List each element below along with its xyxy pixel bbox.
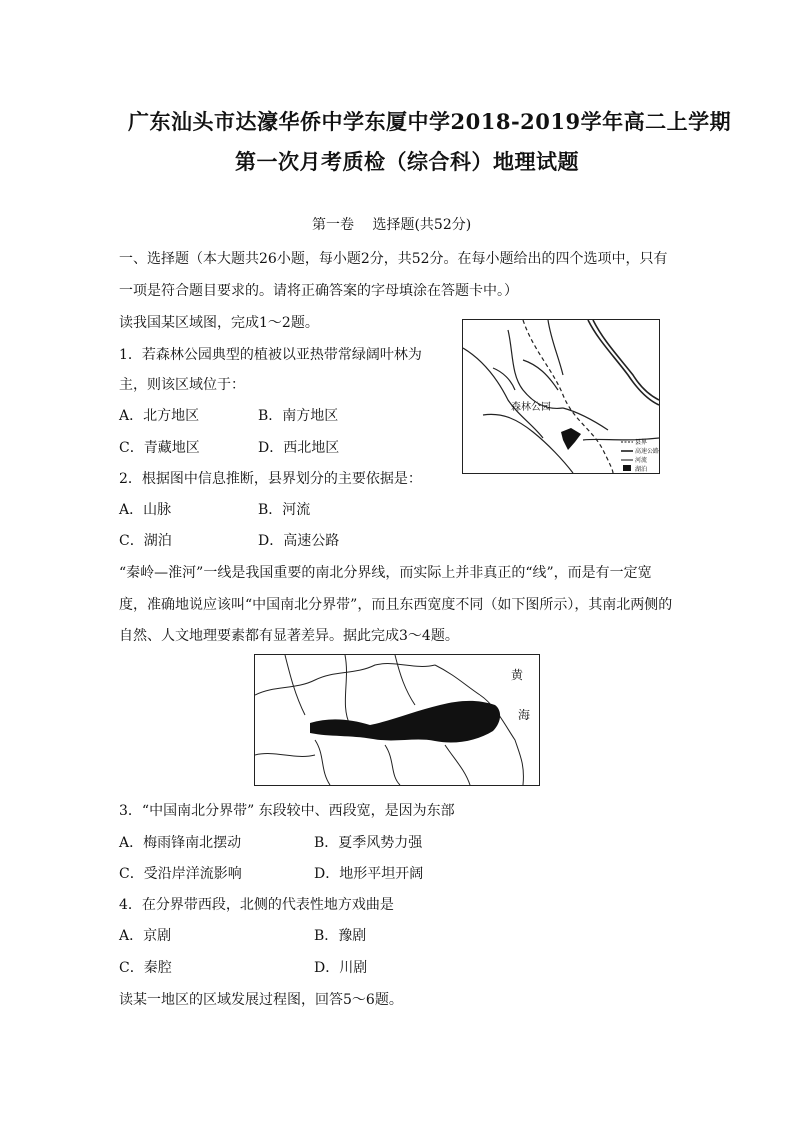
yellow-sea-label-2: 海: [518, 708, 531, 722]
q1-option-c: C．青藏地区: [119, 440, 200, 456]
river-line: [463, 348, 543, 438]
intro-q5-6: 读某一地区的区域发展过程图，回答5～6题。: [119, 992, 403, 1008]
boundary-zone-map: [254, 654, 540, 786]
instructions-line1: 一、选择题（本大题共26小题，每小题2分，共52分。在每小题给出的四个选项中，只有: [119, 251, 668, 267]
q4-option-d: D．川剧: [314, 960, 368, 976]
region-map: [462, 319, 660, 474]
q3-stem: 3．“中国南北分界带” 东段较中、西段宽，是因为东部: [119, 803, 455, 819]
river-line: [493, 368, 515, 390]
passage-line2: 度，准确地说应该叫“中国南北分界带”，而且东西宽度不同（如下图所示），其南北两侧的: [119, 597, 673, 613]
river-line: [563, 408, 608, 430]
lake-shape: [561, 428, 581, 450]
legend-river: 河流: [635, 457, 648, 464]
highway-line: [593, 320, 659, 400]
river-line: [508, 330, 563, 408]
doc-title-line1: 广东汕头市达濠华侨中学东厦中学2018-2019学年高二上学期: [128, 109, 732, 134]
province-border: [445, 745, 470, 785]
river-line: [523, 360, 558, 390]
north-south-boundary-zone: [310, 701, 500, 743]
province-border: [255, 664, 435, 695]
yellow-sea-label-1: 黄: [511, 668, 524, 682]
province-border: [315, 740, 330, 785]
park-label: 森林公园: [511, 402, 551, 413]
legend-lake: 湖泊: [635, 466, 648, 473]
q1-stem-line1: 1．若森林公园典型的植被以亚热带常绿阔叶林为: [119, 347, 422, 363]
q1-option-d: D．西北地区: [258, 440, 340, 456]
legend-county: 县界: [635, 439, 648, 446]
q1-stem-line2: 主，则该区域位于：: [119, 377, 245, 393]
q2-option-d: D．高速公路: [258, 533, 340, 549]
q4-option-a: A．京剧: [119, 928, 172, 944]
q4-option-b: B．豫剧: [314, 928, 367, 944]
q1-option-a: A．北方地区: [119, 408, 200, 424]
province-border: [345, 655, 350, 725]
q3-option-b: B．夏季风势力强: [314, 835, 423, 851]
boundary-zone-drawing: [255, 655, 539, 785]
q3-option-d: D．地形平坦开阔: [314, 866, 424, 882]
section-header: 第一卷 选择题(共52分): [312, 217, 472, 233]
passage-line1: “秦岭—淮河”一线是我国重要的南北分界线，而实际上并非真正的“线”，而是有一定宽: [119, 565, 652, 581]
province-border: [395, 655, 415, 705]
doc-title-line2: 第一次月考质检（综合科）地理试题: [235, 149, 579, 174]
q2-option-c: C．湖泊: [119, 533, 172, 549]
q3-option-a: A．梅雨锋南北摆动: [119, 835, 242, 851]
river-line: [483, 414, 573, 473]
region-map-drawing: [463, 320, 659, 473]
q2-stem: 2．根据图中信息推断，县界划分的主要依据是：: [119, 471, 422, 487]
river-line: [583, 438, 659, 440]
q2-option-a: A．山脉: [119, 502, 172, 518]
q4-option-c: C．秦腔: [119, 960, 172, 976]
q1-option-b: B．南方地区: [258, 408, 339, 424]
intro-q1-2: 读我国某区域图，完成1～2题。: [119, 315, 319, 331]
legend-highway: 高速公路: [635, 448, 659, 455]
county-boundary: [523, 320, 613, 473]
province-border: [255, 754, 315, 757]
province-border: [385, 745, 400, 785]
instructions-line2: 一项是符合题目要求的。请将正确答案的字母填涂在答题卡中。）: [119, 283, 518, 299]
q2-option-b: B．河流: [258, 502, 311, 518]
province-border: [435, 665, 480, 695]
q4-stem: 4．在分界带西段，北侧的代表性地方戏曲是: [119, 897, 394, 913]
q3-option-c: C．受沿岸洋流影响: [119, 866, 242, 882]
passage-line3: 自然、人文地理要素都有显著差异。据此完成3～4题。: [119, 628, 459, 644]
river-line: [548, 320, 563, 375]
